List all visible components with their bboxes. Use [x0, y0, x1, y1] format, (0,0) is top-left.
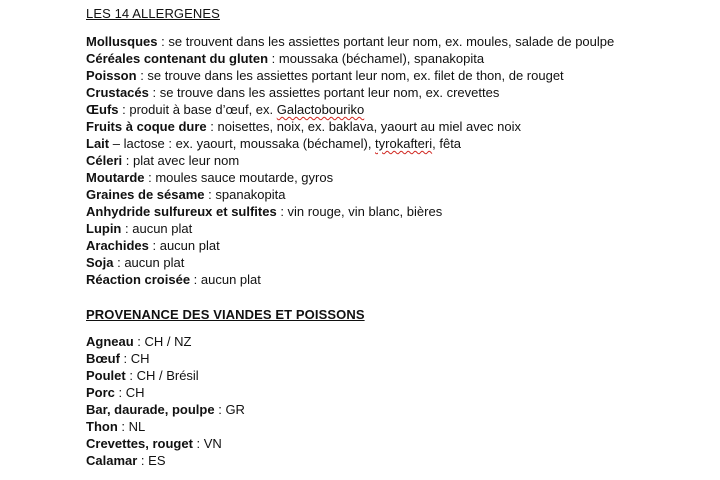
allergen-text: spanakopita — [215, 187, 286, 202]
provenance-row-poulet: Poulet : CH / Brésil — [86, 368, 199, 383]
provenance-heading: PROVENANCE DES VIANDES ET POISSONS — [86, 307, 365, 322]
allergen-text: produit à base d’œuf, ex. — [129, 102, 277, 117]
provenance-label: Bar, daurade, poulpe — [86, 402, 215, 417]
allergen-row-crustaces: Crustacés : se trouve dans les assiettes portant leur nom, ex. crevettes — [86, 85, 500, 100]
provenance-origin: CH / NZ — [144, 334, 192, 349]
allergens-heading: LES 14 ALLERGENES — [86, 6, 220, 21]
provenance-origin: CH / Brésil — [136, 368, 199, 383]
provenance-origin: CH — [125, 385, 145, 400]
provenance-row-boeuf: Bœuf : CH — [86, 351, 150, 366]
provenance-list — [86, 333, 245, 469]
provenance-origin: VN — [203, 436, 222, 451]
provenance-row-porc: Porc : CH — [86, 385, 145, 400]
provenance-origin: ES — [148, 453, 166, 468]
allergen-row-celeri: Céleri : plat avec leur nom — [86, 153, 240, 168]
allergen-label: Lait — [86, 136, 110, 151]
provenance-row-bar-daurade-poulpe: Bar, daurade, poulpe : GR — [86, 402, 245, 417]
allergen-text: se trouve dans les assiettes portant leur nom, ex. filet de thon, de rouget — [147, 68, 564, 83]
allergen-label: Céleri — [86, 153, 123, 168]
allergen-text: aucun plat — [132, 221, 193, 236]
allergen-label: Mollusques — [86, 34, 158, 49]
allergen-row-reaction-croisee: Réaction croisée : aucun plat — [86, 272, 261, 287]
allergens-list — [86, 33, 614, 288]
allergen-text: se trouvent dans les assiettes portant leur nom, ex. moules, salade de poulpe — [168, 34, 615, 49]
allergen-row-poisson: Poisson : se trouve dans les assiettes portant leur nom, ex. filet de thon, de rouget — [86, 68, 564, 83]
provenance-row-thon: Thon : NL — [86, 419, 146, 434]
provenance-origin: NL — [128, 419, 146, 434]
allergen-row-gluten: Céréales contenant du gluten : moussaka (béchamel), spanakopita — [86, 51, 485, 66]
provenance-label: Bœuf — [86, 351, 120, 366]
provenance-row-crevettes-rouget: Crevettes, rouget : VN — [86, 436, 222, 451]
allergen-row-soja: Soja : aucun plat — [86, 255, 185, 270]
allergen-label: Crustacés — [86, 85, 149, 100]
provenance-origin: CH — [130, 351, 150, 366]
provenance-label: Thon — [86, 419, 118, 434]
provenance-row-calamar: Calamar : ES — [86, 453, 166, 468]
provenance-label: Poulet — [86, 368, 126, 383]
allergen-text: lactose : ex. yaourt, moussaka (béchamel), — [123, 136, 376, 151]
allergen-row-lupin: Lupin : aucun plat — [86, 221, 193, 236]
allergen-text: moussaka (béchamel), spanakopita — [278, 51, 485, 66]
allergen-label: Arachides — [86, 238, 149, 253]
allergen-row-oeufs: Œufs : produit à base d’œuf, ex. Galactobouriko — [86, 102, 365, 117]
allergen-label: Fruits à coque dure — [86, 119, 207, 134]
allergen-row-moutarde: Moutarde : moules sauce moutarde, gyros — [86, 170, 334, 185]
allergen-label: Poisson — [86, 68, 137, 83]
allergen-label: Moutarde — [86, 170, 145, 185]
allergen-row-lait: Lait – lactose : ex. yaourt, moussaka (béchamel), tyrokafteri, fêta — [86, 136, 462, 151]
provenance-label: Calamar — [86, 453, 138, 468]
allergen-text: moules sauce moutarde, gyros — [155, 170, 334, 185]
allergen-text: noisettes, noix, ex. baklava, yaourt au miel avec noix — [217, 119, 521, 134]
allergen-text: aucun plat — [124, 255, 185, 270]
allergen-row-mollusques: Mollusques : se trouvent dans les assiettes portant leur nom, ex. moules, salade de poulpe — [86, 34, 615, 49]
provenance-row-agneau: Agneau : CH / NZ — [86, 334, 192, 349]
allergen-text: vin rouge, vin blanc, bières — [287, 204, 443, 219]
spellcheck-flagged-word: tyrokafteri — [375, 136, 433, 151]
allergen-row-arachides: Arachides : aucun plat — [86, 238, 220, 253]
spellcheck-flagged-word: Galactobouriko — [276, 102, 365, 117]
allergen-label: Œufs — [86, 102, 119, 117]
provenance-origin: GR — [225, 402, 245, 417]
provenance-label: Crevettes, rouget — [86, 436, 193, 451]
allergen-row-sulfites: Anhydride sulfureux et sulfites : vin rouge, vin blanc, bières — [86, 204, 443, 219]
allergen-label: Céréales contenant du gluten — [86, 51, 269, 66]
allergen-text: aucun plat — [200, 272, 261, 287]
allergen-text: aucun plat — [159, 238, 220, 253]
allergen-label: Graines de sésame — [86, 187, 205, 202]
allergen-row-fruits-a-coque: Fruits à coque dure : noisettes, noix, ex. baklava, yaourt au miel avec noix — [86, 119, 521, 134]
allergen-text: se trouve dans les assiettes portant leur nom, ex. crevettes — [159, 85, 500, 100]
provenance-label: Agneau — [86, 334, 134, 349]
allergen-label: Soja — [86, 255, 114, 270]
allergen-label: Anhydride sulfureux et sulfites — [86, 204, 277, 219]
allergen-label: Réaction croisée — [86, 272, 191, 287]
provenance-label: Porc — [86, 385, 115, 400]
allergen-text: plat avec leur nom — [132, 153, 240, 168]
allergen-row-sesame: Graines de sésame : spanakopita — [86, 187, 286, 202]
allergen-label: Lupin — [86, 221, 122, 236]
